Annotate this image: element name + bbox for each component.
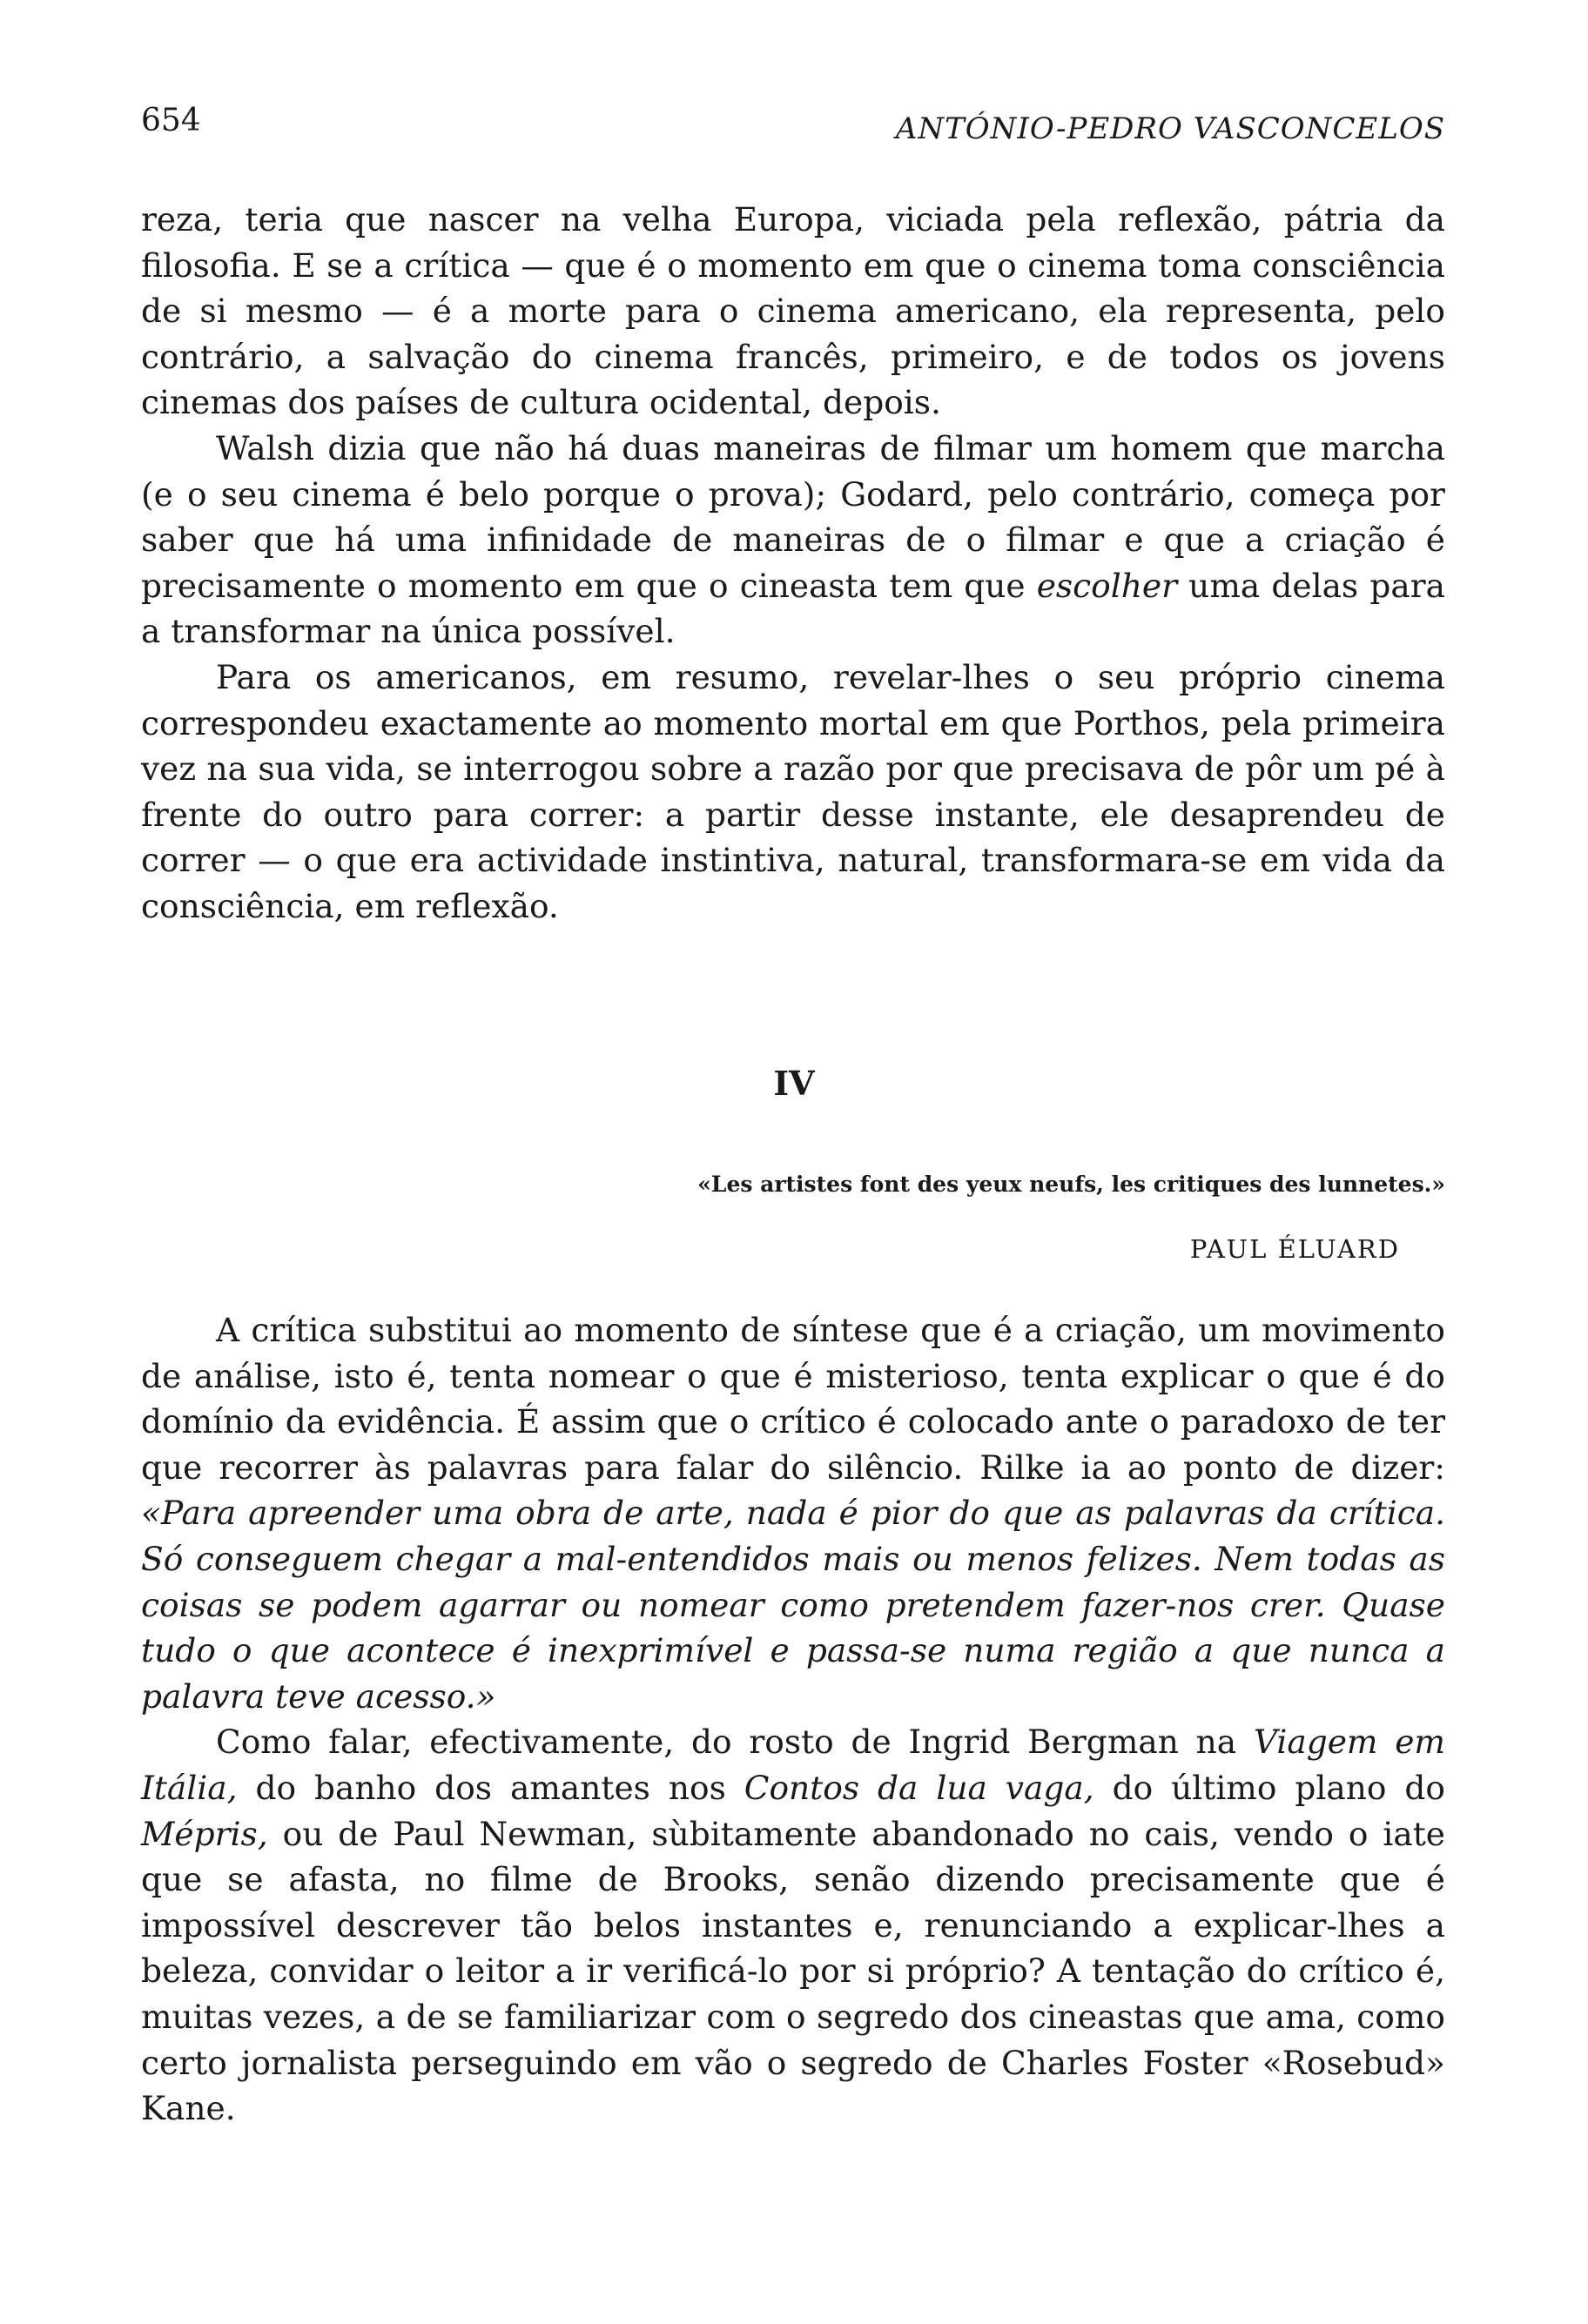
page-number: 654: [141, 103, 201, 138]
body-text-lower: [141, 1307, 1445, 2132]
text-run: do último plano do: [1093, 1768, 1446, 1807]
paragraph: [141, 1719, 1445, 2131]
film-title: Contos da lua vaga,: [744, 1768, 1094, 1807]
paragraph: reza, teria que nascer na velha Europa, viciada pela reflexão, pátria da filosofia. E se a crítica — que é o momento em que o cinema toma consciência de si mesmo — é a morte para o cinema americano, ela representa, pelo contrário, a salvação do cinema francês, primeiro, e de todos os jovens cinemas dos países de cultura ocidental, depois.: [141, 200, 1445, 422]
emphasis: escolher: [1036, 566, 1178, 605]
paragraph: [141, 426, 1445, 655]
text-run: Walsh dizia que não há duas maneiras de filmar um homem que marcha (e o seu cinema é belo porque o prova); Godard, pelo contrário, começa por saber que há uma infinidade de maneiras de o filmar e que a criação é precisamente o momento em que o cineasta tem que: [141, 428, 1445, 605]
epigraph: «Les artistes font des yeux neufs, les critiques des lunnetes.»: [697, 1172, 1445, 1197]
film-title: Viagem em Itália,: [141, 1723, 1445, 1807]
rilke-quote: «Para apreender uma obra de arte, nada é pior do que as palavras da crítica. Só conseguem chegar a mal-entendidos mais ou menos felizes. Nem todas as coisas se podem agarrar ou nomear como pretendem fazer-nos crer. Quase tudo o que acontece é inexprimível e passa-se numa região a que nunca a palavra teve acesso.»: [141, 1494, 1445, 1716]
text-run: uma delas para a transformar na única possível.: [141, 566, 1445, 651]
body-text-top: [141, 197, 1445, 930]
paragraph: Para os americanos, em resumo, revelar-lhes o seu próprio cinema correspondeu exactamente ao momento mortal em que Porthos, pela primeira vez na sua vida, se interrogou sobre a razão por que precisava de pôr um pé à frente do outro para correr: a partir desse instante, ele desaprendeu de correr — o que era actividade instintiva, natural, transformara-se em vida da consciência, em reflexão.: [141, 657, 1445, 925]
running-title: ANTÓNIO-PEDRO VASCONCELOS: [895, 111, 1445, 146]
text-run: ou de Paul Newman, sùbitamente abandonado no cais, vendo o iate que se afasta, no filme de Brooks, senão dizendo precisamente que é impossível descrever tão belos instantes e, renunciando a explicar-lhes a beleza, convidar o leitor a ir verificá-lo por si próprio? A tentação do crítico é, muitas vezes, a de se familiarizar com o segredo dos cineastas que ama, como certo jornalista perseguindo em vão o segredo de Charles Foster «Rosebud» Kane.: [141, 1814, 1445, 2128]
running-head: [141, 103, 1445, 155]
section-number: IV: [773, 1064, 815, 1103]
film-title: Mépris,: [141, 1814, 268, 1853]
text-run: Como falar, efectivamente, do rosto de Ingrid Bergman na: [216, 1723, 1254, 1762]
text-run: A crítica substitui ao momento de síntese que é a criação, um movimento de análise, isto é, tenta nomear o que é misterioso, tenta explicar o que é do domínio da evidência. É assim que o crítico é colocado ante o paradoxo de ter que recorrer às palavras para falar do silêncio. Rilke ia ao ponto de dizer:: [141, 1311, 1445, 1487]
text-run: do banho dos amantes nos: [237, 1768, 744, 1807]
paragraph: [141, 1307, 1445, 1719]
epigraph-author: PAUL ÉLUARD: [1189, 1234, 1400, 1264]
